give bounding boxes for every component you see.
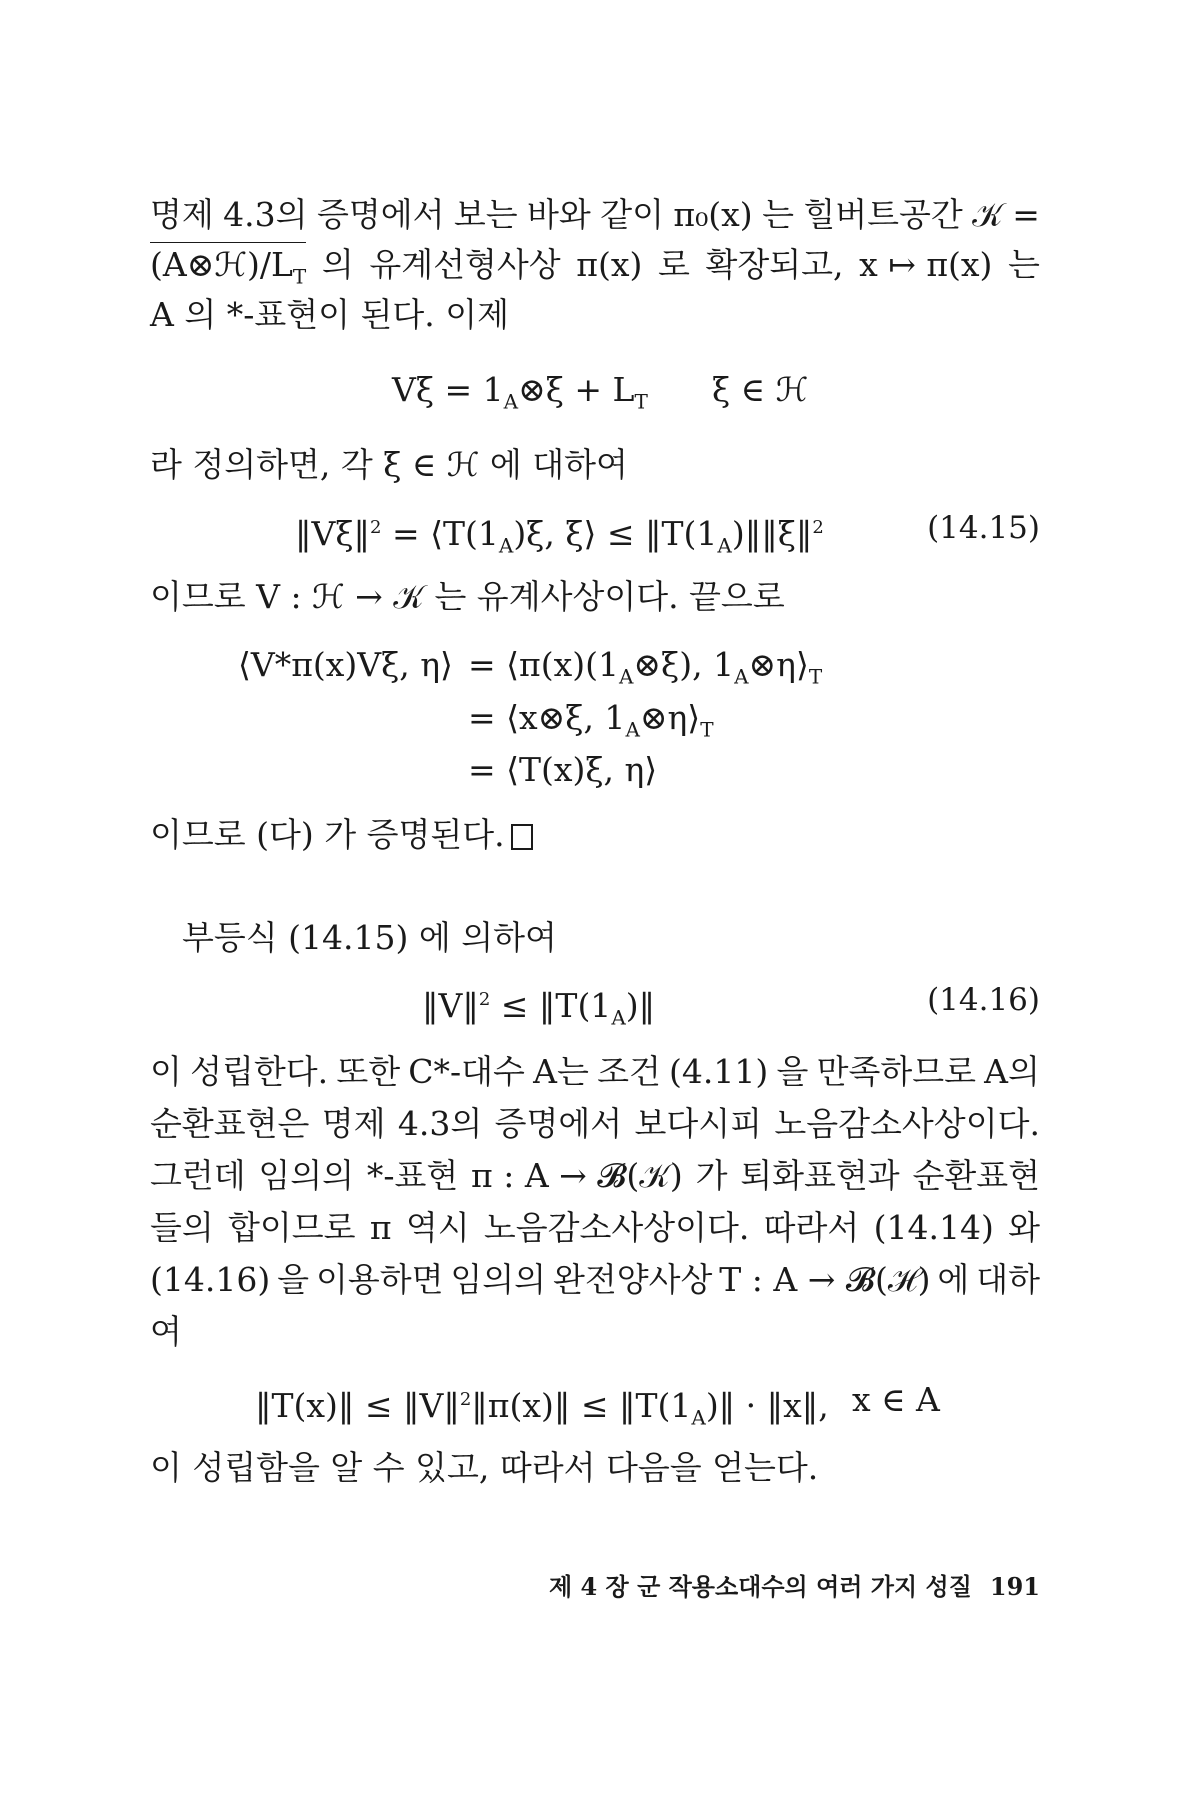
eq-final-part-b: ‖π(x)‖ ≤ ‖T(1: [471, 1386, 692, 1425]
qed-square-icon: [511, 824, 533, 850]
p2l2-word: 보다시피: [634, 1104, 763, 1143]
p1l1-word: 는: [762, 195, 794, 234]
p2l5-word: (14.16): [150, 1260, 271, 1299]
p2l4-word: 합이므로: [228, 1208, 356, 1247]
p2l3-word: 임의의: [258, 1156, 355, 1195]
p1l2-word: 의: [321, 245, 354, 284]
p2l5-word: 임의의: [450, 1260, 547, 1299]
paragraph-1-line-3: A 의 *-표현이 된다. 이제: [150, 295, 509, 334]
chain-row-2-part-b: ⊗η⟩: [639, 698, 701, 737]
bounded-map-line: 이므로 V : ℋ → 𝒦 는 유계사상이다. 끝으로: [150, 577, 785, 616]
eq-final-part-a: ‖T(x)‖ ≤ ‖V‖: [255, 1386, 460, 1425]
quotient-subscript: T: [292, 264, 307, 289]
p2l5-word: 을: [277, 1260, 310, 1299]
p1l1-word: =: [1012, 195, 1040, 234]
p2l1-word: C*-대수: [408, 1052, 525, 1091]
eq1416-sub-b: A: [611, 1005, 626, 1030]
p2l2-word: 순환표현은: [150, 1104, 310, 1143]
p2l3-word: *-표현: [366, 1156, 459, 1195]
eq1416-sup-a: 2: [478, 989, 491, 1010]
eq1415-part-b: = ⟨T(1: [381, 514, 499, 553]
chain-row-1-part-c: ⊗η⟩: [748, 645, 809, 684]
p2l3-word: π : A → 𝓑(𝒦): [471, 1156, 683, 1195]
eq-v-lhs: Vξ = 1: [392, 370, 504, 409]
page-number: 191: [989, 1572, 1040, 1601]
inequality-intro-line: 부등식 (14.15) 에 의하여: [182, 918, 557, 957]
p2l1-word: 또한: [336, 1052, 401, 1091]
eq-final-sup-a: 2: [459, 1389, 472, 1410]
chain-row-3: = ⟨T(x)ξ, η⟩: [468, 750, 658, 789]
proved-text: 이므로 (다) 가 증명된다.: [150, 815, 505, 854]
paragraph-2-line-3: [150, 1156, 1040, 1196]
p2l4-word: 와: [1008, 1208, 1040, 1247]
chain-row-1-part-b: ⊗ξ), 1: [633, 645, 735, 684]
chain-row-2: [468, 698, 714, 750]
chain-row-1-sub-b: A: [734, 664, 749, 689]
p1l2-word: 는: [1008, 245, 1040, 284]
p2l5-word: T : A → 𝓑(ℋ): [719, 1260, 931, 1299]
chain-row-2-sub-a: A: [625, 717, 640, 742]
p2l4-word: 따라서: [763, 1208, 860, 1247]
chain-row-1-sub-c: T: [808, 664, 823, 689]
paragraph-1-line-1: [150, 195, 1040, 235]
p1l2-word: π(x): [576, 245, 643, 284]
eq1415-part-d: )‖‖ξ‖: [731, 514, 813, 553]
eq-final-part-c: )‖ · ‖x‖,: [705, 1386, 829, 1425]
proved-line: [150, 815, 1040, 855]
equation-v-definition: [392, 370, 648, 422]
p1l1-word: 힐버트공간: [803, 195, 963, 234]
p2l1-word: 성립한다.: [190, 1052, 329, 1091]
eq1415-sub-b: A: [498, 533, 514, 558]
eq1415-part-a: ‖Vξ‖: [295, 514, 371, 553]
p1l1-word: 증명에서: [316, 195, 445, 234]
eq1415-sup-a: 2: [370, 517, 382, 538]
p2l1-word: (4.11): [669, 1052, 769, 1091]
eq-v-rhs: ⊗ξ + L: [518, 370, 635, 409]
p2l5-word: 이용하면: [315, 1260, 444, 1299]
equation-number-14-15: (14.15): [927, 510, 1040, 546]
eq-final-sub-b: A: [691, 1405, 706, 1430]
p2l1-word: 조건: [597, 1052, 661, 1091]
p1l2-word: 확장되고,: [705, 245, 844, 284]
equation-number-14-16: (14.16): [927, 982, 1040, 1018]
equation-14-16: [422, 980, 655, 1038]
p1l1-word: 같이: [600, 195, 664, 234]
equation-final: [255, 1380, 829, 1438]
eq1416-part-a: ‖V‖: [422, 986, 479, 1025]
paragraph-2-line-6: 여: [150, 1312, 182, 1351]
conclusion-line: 이 성립함을 알 수 있고, 따라서 다음을 얻는다.: [150, 1448, 819, 1487]
p2l4-word: (14.14): [873, 1208, 994, 1247]
p2l1-word: A의: [984, 1052, 1040, 1091]
chain-row-1-part-a: = ⟨π(x)(1: [468, 645, 619, 684]
p1l2-word: x ↦ π(x): [859, 245, 993, 284]
p2l2-word: 노음감소사상이다.: [774, 1104, 1040, 1143]
paragraph-2-line-2: [150, 1104, 1040, 1144]
p2l4-word: 들의: [150, 1208, 214, 1247]
equation-final-condition: x ∈ A: [852, 1380, 940, 1419]
chapter-title: 제 4 장 군 작용소대수의 여러 가지 성질: [548, 1572, 972, 1601]
p2l1-word: 만족하므로: [816, 1052, 976, 1091]
eq1415-sub-c: A: [717, 533, 732, 558]
p1l1-word: 보는: [453, 195, 518, 234]
paragraph-2-line-5: [150, 1260, 1040, 1300]
equation-14-15: [295, 508, 824, 566]
p2l3-word: 가: [695, 1156, 728, 1195]
p1l1-word: 4.3의: [223, 195, 308, 234]
p2l2-word: 4.3의: [397, 1104, 483, 1143]
quotient-space: [150, 245, 306, 297]
p2l2-word: 명제: [321, 1104, 386, 1143]
eq1415-part-c: )ξ, ξ⟩ ≤ ‖T(1: [513, 514, 718, 553]
p2l4-word: 노음감소사상이다.: [483, 1208, 750, 1247]
eq-v-lhs-sub: A: [503, 389, 519, 414]
equation-v-condition: ξ ∈ ℋ: [712, 370, 809, 409]
p2l1-word: 을: [776, 1052, 809, 1091]
running-footer: [549, 1570, 1040, 1604]
p2l5-word: 에: [937, 1260, 970, 1299]
chain-row-1-rhs: [468, 645, 822, 697]
define-line: 라 정의하면, 각 ξ ∈ ℋ 에 대하여: [150, 445, 628, 484]
paragraph-1-line-2: [150, 245, 1040, 297]
p2l5-word: 대하: [976, 1260, 1040, 1299]
paragraph-2-line-4: [150, 1208, 1040, 1248]
paragraph-2-line-1: [150, 1052, 1040, 1092]
chain-row-1-lhs: ⟨V*π(x)Vξ, η⟩: [238, 645, 453, 684]
p2l2-word: 증명에서: [494, 1104, 623, 1143]
eq1416-part-b: ≤ ‖T(1: [490, 986, 612, 1025]
chain-row-2-sub-b: T: [700, 717, 714, 742]
p2l5-word: 완전양사상: [552, 1260, 713, 1299]
p2l4-word: 역시: [405, 1208, 470, 1247]
eq-v-rhs-sub: T: [634, 389, 648, 414]
p1l1-word: 𝒦: [972, 195, 1003, 234]
p2l3-word: 순환표현: [912, 1156, 1040, 1195]
chain-row-2-part-a: = ⟨x⊗ξ, 1: [468, 698, 626, 737]
p2l4-word: π: [369, 1208, 392, 1247]
p1l2-word: 유계선형사상: [369, 245, 561, 284]
quotient-space-text: (A⊗ℋ)/L: [150, 245, 293, 284]
eq1415-sup-d: 2: [812, 517, 824, 538]
p1l2-word: 로: [657, 245, 690, 284]
p2l3-word: 퇴화표현과: [740, 1156, 900, 1195]
eq1416-part-c: )‖: [625, 986, 656, 1025]
p2l3-word: 그런데: [150, 1156, 246, 1195]
p2l1-word: 이: [150, 1052, 182, 1091]
p1l1-word: 명제: [150, 195, 214, 234]
p1l1-word: 바와: [527, 195, 591, 234]
chain-row-1-sub-a: A: [618, 664, 634, 689]
p1l1-word: π₀(x): [673, 195, 753, 234]
p2l1-word: A는: [533, 1052, 589, 1091]
